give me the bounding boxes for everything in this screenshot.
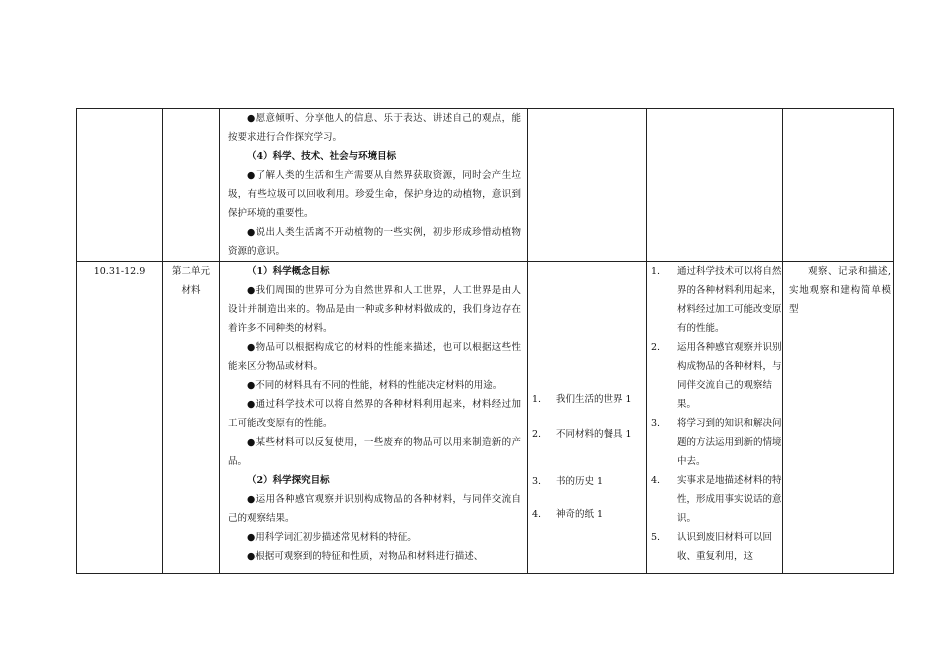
unit-title: 第二单元 bbox=[171, 266, 210, 277]
lesson-item bbox=[528, 390, 646, 409]
goal-heading: （2）科学探究目标 bbox=[247, 475, 330, 486]
date-cell bbox=[77, 109, 163, 262]
lesson-list bbox=[528, 262, 646, 524]
table-row bbox=[77, 109, 894, 262]
lesson-title: 我们生活的世界 1 bbox=[556, 394, 632, 405]
goal-heading: （1）科学概念目标 bbox=[247, 266, 330, 277]
activities-text: 观察、记录和描述,实地观察和建构简单模型 bbox=[789, 266, 891, 315]
date-cell bbox=[77, 262, 163, 574]
goal-paragraph: ●物品可以根据构成它的材料的性能来描述，也可以根据这些性能来区分物品或材料。 bbox=[228, 342, 521, 372]
lesson-number: 4. bbox=[532, 509, 542, 520]
date-range: 10.31-12.9 bbox=[93, 266, 146, 277]
table-row bbox=[77, 262, 894, 574]
activities-cell bbox=[783, 262, 894, 574]
goals-cell bbox=[220, 109, 528, 262]
advice-item bbox=[651, 338, 782, 414]
goal-paragraph: ●通过科学技术可以将自然界的各种材料利用起来，材料经过加工可能改变原有的性能。 bbox=[228, 399, 521, 429]
advice-item bbox=[651, 471, 782, 528]
lessons-cell bbox=[528, 109, 647, 262]
advice-item bbox=[651, 414, 782, 471]
unit-cell bbox=[163, 262, 220, 574]
advice-item bbox=[651, 262, 782, 338]
advice-number: 3. bbox=[651, 418, 661, 429]
advice-text: 实事求是地描述材料的特性，形成用事实说话的意识。 bbox=[677, 475, 782, 524]
goal-heading: （4）科学、技术、社会与环境目标 bbox=[247, 151, 397, 162]
lessons-cell bbox=[528, 262, 647, 574]
lesson-number: 1. bbox=[532, 394, 542, 405]
advice-cell bbox=[647, 109, 783, 262]
goals-cell bbox=[220, 262, 528, 574]
lesson-title: 书的历史 1 bbox=[556, 476, 604, 487]
advice-number: 2. bbox=[651, 342, 661, 353]
lesson-item bbox=[528, 425, 646, 444]
advice-text: 通过科学技术可以将自然界的各种材料利用起来，材料经过加工可能改变原有的性能。 bbox=[677, 266, 782, 334]
goal-paragraph: ●说出人类生活离不开动植物的一些实例，初步形成珍惜动植物资源的意识。 bbox=[228, 227, 521, 257]
lesson-title: 不同材料的餐具 1 bbox=[556, 429, 632, 440]
lesson-item bbox=[528, 505, 646, 524]
goal-paragraph: ●根据可观察到的特征和性质，对物品和材料进行描述、 bbox=[247, 551, 484, 562]
goal-paragraph: ●用科学词汇初步描述常见材料的特征。 bbox=[247, 532, 417, 543]
goal-paragraph: ●愿意倾听、分享他人的信息、乐于表达、讲述自己的观点，能按要求进行合作探究学习。 bbox=[228, 113, 521, 143]
goal-paragraph: ●运用各种感官观察并识别构成物品的各种材料，与同伴交流自己的观察结果。 bbox=[228, 494, 521, 524]
lesson-title: 神奇的纸 1 bbox=[556, 509, 604, 520]
goal-paragraph: ●我们周围的世界可分为自然世界和人工世界，人工世界是由人设计并制造出来的。物品是由一种或多种材料做成的，我们身边存在着许多不同种类的材料。 bbox=[228, 285, 521, 334]
advice-number: 4. bbox=[651, 475, 661, 486]
advice-number: 1. bbox=[651, 266, 661, 277]
advice-number: 5. bbox=[651, 532, 661, 543]
goal-paragraph: ●不同的材料具有不同的性能，材料的性能决定材料的用途。 bbox=[247, 380, 503, 391]
lesson-number: 3. bbox=[532, 476, 542, 487]
advice-cell bbox=[647, 262, 783, 574]
activities-cell bbox=[783, 109, 894, 262]
advice-text: 认识到废旧材料可以回收、重复利用，这 bbox=[677, 532, 773, 562]
goal-paragraph: ●某些材料可以反复使用，一些废弃的物品可以用来制造新的产品。 bbox=[228, 437, 521, 467]
advice-text: 将学习到的知识和解决问题的方法运用到新的情境中去。 bbox=[677, 418, 782, 467]
unit-cell bbox=[163, 109, 220, 262]
unit-name: 材料 bbox=[181, 285, 201, 296]
lesson-number: 2. bbox=[532, 429, 542, 440]
advice-text: 运用各种感官观察并识别构成物品的各种材料，与同伴交流自己的观察结果。 bbox=[677, 342, 782, 410]
advice-item bbox=[651, 528, 782, 566]
lesson-item bbox=[528, 472, 646, 491]
teaching-plan-table bbox=[76, 108, 894, 574]
goals-block bbox=[228, 109, 521, 261]
goal-paragraph: ●了解人类的生活和生产需要从自然界获取资源，同时会产生垃圾，有些垃圾可以回收利用。珍爱生命，保护身边的动植物，意识到保护环境的重要性。 bbox=[228, 170, 521, 219]
